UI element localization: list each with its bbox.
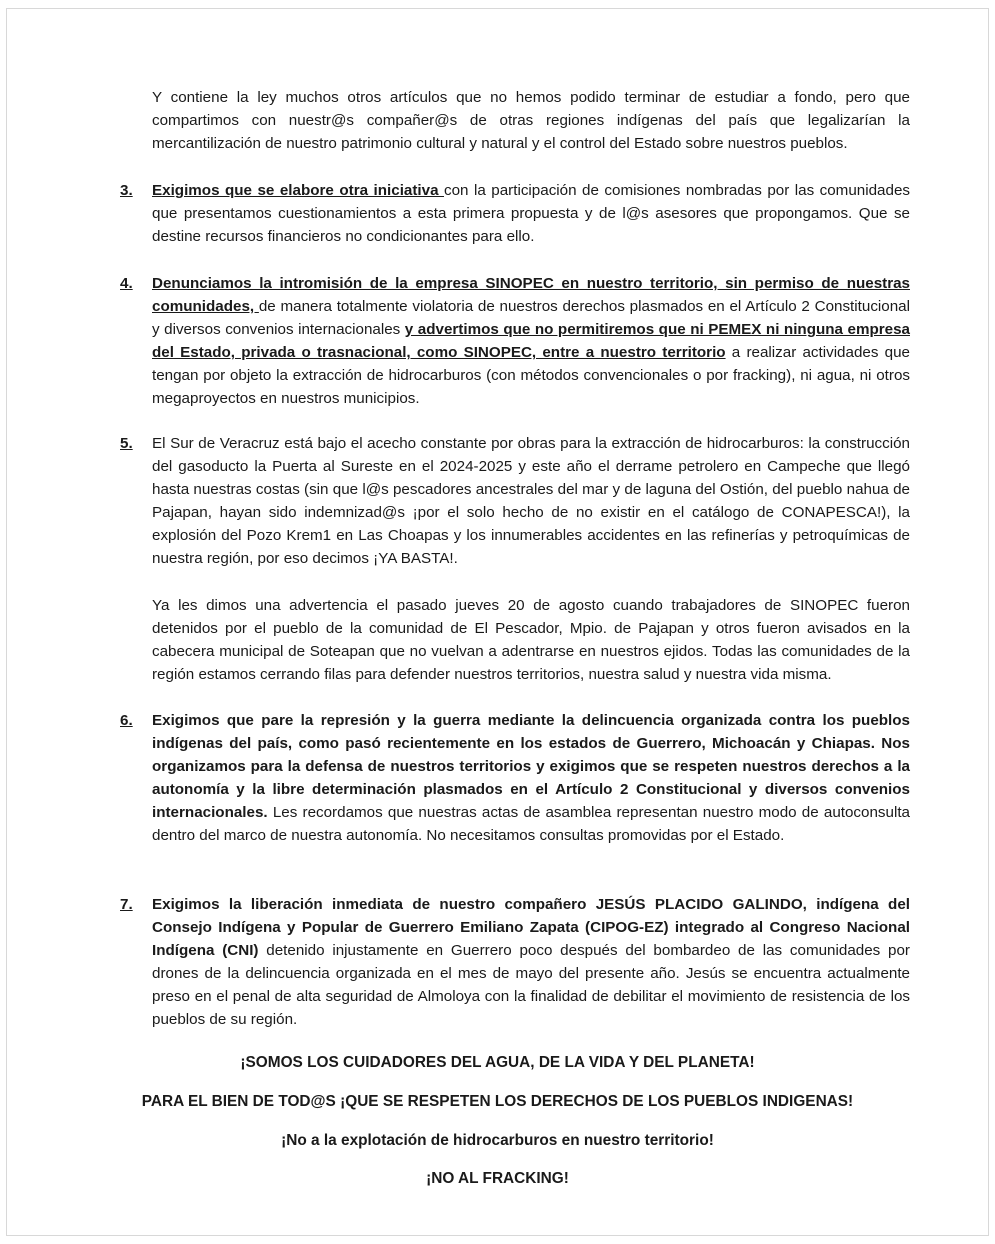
closing-line-2: PARA EL BIEN DE TOD@S ¡QUE SE RESPETEN LOS DERECHOS DE LOS PUEBLOS INDIGENAS! bbox=[141, 1093, 854, 1110]
item-5 bbox=[120, 432, 910, 571]
item-7-body bbox=[152, 893, 910, 1032]
item-7 bbox=[120, 893, 910, 1032]
item-3-rest: con la participación de comisiones nombradas por las comunidades que presentamos cuestionamientos a esta primera propuesta y de l@s asesores que propongamos. Que se destine recursos financieros no condicionantes para ello. bbox=[152, 182, 910, 246]
item-4-number: 4. bbox=[120, 275, 133, 292]
item-4-mid: de manera totalmente violatoria de nuestros derechos plasmados en el Artículo 2 Constitucional y diversos convenios internacionales bbox=[152, 298, 910, 339]
item-5-followup: Ya les dimos una advertencia el pasado jueves 20 de agosto cuando trabajadores de SINOPEC fueron detenidos por el pueblo de la comunidad de El Pescador, Mpio. de Pajapan y otros fueron avisados en la cabecera municipal de Soteapan que no vuelvan a adentrarse en nuestros ejidos. Todas las comunidades de la región estamos cerrando filas para defender nuestros territorios, nuestra salud y nuestra vida misma. bbox=[152, 597, 910, 684]
item-6-rest: Les recordamos que nuestras actas de asamblea representan nuestro modo de autoconsulta dentro del marco de nuestra autonomía. No necesitamos consultas promovidas por el Estado. bbox=[152, 804, 910, 845]
closing-line-1: ¡SOMOS LOS CUIDADORES DEL AGUA, DE LA VIDA Y DEL PLANETA! bbox=[240, 1054, 755, 1071]
item-3-number: 3. bbox=[120, 182, 133, 199]
item-4-bold: y advertimos que no permitiremos que ni PEMEX ni ninguna empresa del Estado, privada o trasnacional, como SINOPEC, entre a nuestro territorio bbox=[152, 321, 910, 362]
item-7-bold: Exigimos la liberación inmediata de nuestro compañero JESÚS PLACIDO GALINDO, indígena del Consejo Indígena y Popular de Guerrero Emiliano Zapata (CIPOG-EZ) integrado al Congreso Nacional Indígena (CNI) bbox=[152, 896, 910, 960]
item-6 bbox=[120, 709, 910, 848]
item-6-bold: Exigimos que pare la represión y la guerra mediante la delincuencia organizada contra los pueblos indígenas del país, como pasó recientemente en los estados de Guerrero, Michoacán y Chiapas. Nos organizamos para la defensa de nuestros territorios y exigimos que se respeten nuestros derechos a la autonomía y la libre determinación plasmados en el Artículo 2 Constitucional y diversos convenios internacionales. bbox=[152, 712, 910, 822]
intro-paragraph: Y contiene la ley muchos otros artículos que no hemos podido terminar de estudiar a fondo, pero que compartimos con nuestr@s compañer@s de otras regiones indígenas del país que legalizarían la mercantilización de nuestro patrimonio cultural y natural y el control del Estado sobre nuestros pueblos. bbox=[152, 89, 910, 153]
item-5-number: 5. bbox=[120, 435, 133, 452]
closing-line-4: ¡NO AL FRACKING! bbox=[426, 1170, 569, 1187]
item-6-body bbox=[152, 709, 910, 848]
item-4-rest: a realizar actividades que tengan por objeto la extracción de hidrocarburos (con métodos convencionales o por fracking), ni agua, ni otros megaproyectos en nuestros municipios. bbox=[152, 344, 910, 408]
item-3-body bbox=[152, 179, 910, 248]
item-3 bbox=[120, 179, 910, 248]
item-7-rest: detenido injustamente en Guerrero poco después del bombardeo de las comunidades por drones de la delincuencia organizada en el mes de mayo del presente año. Jesús se encuentra actualmente preso en el penal de alta seguridad de Almoloya con la finalidad de debilitar el movimiento de resistencia de los pueblos de su región. bbox=[152, 942, 910, 1029]
closing-line-3: ¡No a la explotación de hidrocarburos en nuestro territorio! bbox=[281, 1132, 714, 1149]
item-3-lead: Exigimos que se elabore otra iniciativa bbox=[152, 182, 445, 199]
item-4-body bbox=[152, 272, 910, 411]
item-7-number: 7. bbox=[120, 896, 133, 913]
item-4-lead: Denunciamos la intromisión de la empresa SINOPEC en nuestro territorio, sin permiso de nuestras comunidades, bbox=[152, 275, 910, 316]
item-4 bbox=[120, 272, 910, 411]
item-6-number: 6. bbox=[120, 712, 133, 729]
item-5-body: El Sur de Veracruz está bajo el acecho constante por obras para la extracción de hidrocarburos: la construcción del gasoducto la Puerta al Sureste en el 2024-2025 y este año el derrame petrolero en Campeche que llegó hasta nuestras costas (sin que l@s pescadores ancestrales del mar y de laguna del Ostión, del pueblo nahua de Pajapan, hayan sido indemnizad@s ¡por el solo hecho de no existir en el catálogo de CONAPESCA!), la explosión del Pozo Krem1 en Las Choapas y los innumerables accidentes en las refinerías y petroquímicas de nuestra región, por eso decimos ¡YA BASTA!. bbox=[152, 435, 910, 568]
